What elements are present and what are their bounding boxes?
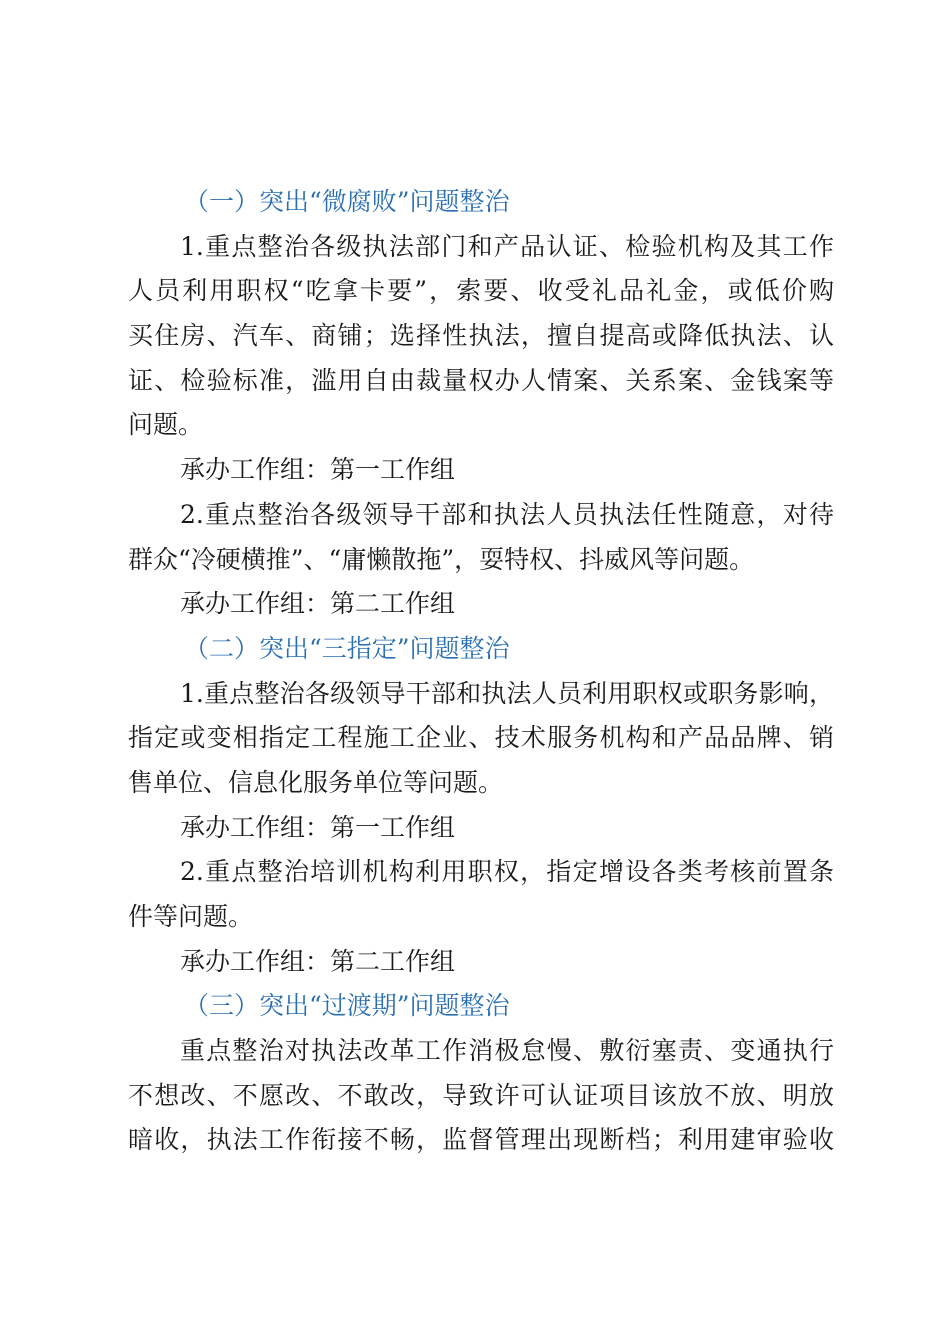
paragraph-line: 群众“冷硬横推”、“庸懒散拖”，耍特权、抖威风等问题。 [128, 544, 755, 574]
paragraph [128, 850, 834, 939]
paragraph-line: 2.重点整治各级领导干部和执法人员执法任性随意，对待 [180, 499, 834, 529]
paragraph [128, 493, 834, 582]
responsible-group: 承办工作组：第二工作组 [180, 589, 456, 619]
section-heading-1: （一）突出“微腐败”问题整治 [184, 187, 510, 216]
paragraph-line: 证、检验标准，滥用自由裁量权办人情案、关系案、金钱案等 [128, 365, 834, 395]
document-page [128, 180, 834, 1163]
paragraph-line: 暗收，执法工作衔接不畅，监督管理出现断档；利用建审验收 [128, 1125, 834, 1155]
responsible-group: 承办工作组：第一工作组 [180, 812, 456, 842]
paragraph-line: 1.重点整治各级领导干部和执法人员利用职权或职务影响， [180, 678, 834, 708]
paragraph-line: 售单位、信息化服务单位等问题。 [128, 767, 504, 797]
paragraph-line: 重点整治对执法改革工作消极怠慢、敷衍塞责、变通执行 [180, 1036, 834, 1066]
paragraph-line: 件等问题。 [128, 902, 254, 931]
paragraph-line: 指定或变相指定工程施工企业、技术服务机构和产品品牌、销 [128, 723, 834, 753]
responsible-group: 承办工作组：第二工作组 [180, 946, 456, 976]
section-heading-3: （三）突出“过渡期”问题整治 [184, 991, 510, 1021]
responsible-group: 承办工作组：第一工作组 [180, 455, 456, 485]
paragraph-line: 人员利用职权“吃拿卡要”，索要、收受礼品礼金，或低价购 [128, 276, 834, 306]
paragraph-line: 问题。 [128, 410, 204, 440]
paragraph-line: 不想改、不愿改、不敢改，导致许可认证项目该放不放、明放 [128, 1080, 834, 1110]
paragraph-line: 2.重点整治培训机构利用职权，指定增设各类考核前置条 [180, 857, 834, 887]
paragraph [128, 1029, 834, 1163]
section-heading-2: （二）突出“三指定”问题整治 [184, 633, 510, 663]
paragraph-line: 1.重点整治各级执法部门和产品认证、检验机构及其工作 [180, 231, 834, 261]
paragraph-line: 买住房、汽车、商铺；选择性执法，擅自提高或降低执法、认 [128, 321, 834, 351]
paragraph [128, 672, 834, 806]
paragraph [128, 225, 834, 448]
